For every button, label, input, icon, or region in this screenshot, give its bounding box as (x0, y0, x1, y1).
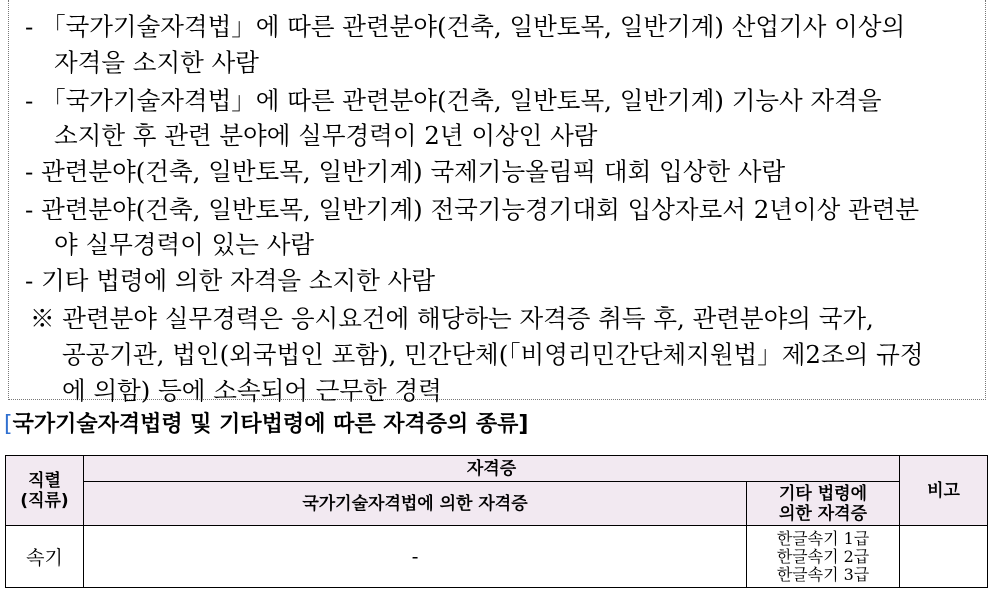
requirement-text: 야 실무경력이 있는 사람 (54, 230, 315, 259)
row-other-item: 한글속기 2급 (776, 546, 870, 566)
requirement-line-7 (54, 230, 314, 260)
certificate-table (5, 455, 988, 588)
note-text: 에 의함) 등에 소속되어 근무한 경력 (62, 376, 442, 405)
note-text: ※ 관련분야 실무경력은 응시요건에 해당하는 자격증 취득 후, 관련분야의 국가, (30, 304, 874, 333)
row-national: - (84, 526, 747, 588)
row-other-item: 한글속기 3급 (776, 564, 870, 584)
requirement-note-line-3 (62, 376, 442, 406)
section-title (4, 407, 529, 438)
header-national: 국가기술자격법에 의한 자격증 (84, 482, 747, 526)
requirement-line-1 (25, 12, 975, 42)
header-cert: 자격증 (84, 456, 900, 482)
requirement-text: - 「국가기술자격법」에 따른 관련분야(건축, 일반토목, 일반기계) 산업기사 이상의 (25, 12, 906, 41)
requirement-text: 소지한 후 관련 분야에 실무경력이 2년 이상인 사람 (54, 121, 598, 150)
requirement-line-8 (25, 266, 435, 296)
requirement-note-line-1 (30, 304, 874, 334)
section-title-text: 국가기술자격법령 및 기타법령에 따른 자격증의 종류] (12, 412, 529, 437)
header-job (6, 456, 84, 526)
requirement-text: - 관련분야(건축, 일반토목, 일반기계) 전국기능경기대회 입상자로서 2년이상 관련분 (25, 195, 920, 224)
header-job-text: 직렬 (직류) (20, 470, 69, 511)
requirement-line-3 (25, 86, 975, 116)
row-job: 속기 (6, 526, 84, 588)
requirement-line-2 (54, 48, 259, 78)
requirement-text: - 기타 법령에 의한 자격을 소지한 사람 (25, 266, 436, 295)
requirement-line-5 (25, 157, 785, 187)
row-note (900, 526, 988, 588)
requirement-text: - 「국가기술자격법」에 따른 관련분야(건축, 일반토목, 일반기계) 기능사 자격을 (25, 86, 882, 115)
table-row (6, 526, 988, 588)
requirement-text: 자격을 소지한 사람 (54, 48, 259, 77)
requirement-line-4 (54, 121, 597, 151)
section-title-bracket: [ (4, 412, 13, 437)
header-note: 비고 (900, 456, 988, 526)
row-other-item: 한글속기 1급 (776, 528, 870, 548)
header-other (747, 482, 900, 526)
header-other-text: 기타 법령에 의한 자격증 (778, 483, 868, 524)
requirement-note-line-2 (62, 340, 923, 370)
row-other (747, 526, 900, 588)
requirement-line-6 (25, 195, 975, 225)
note-text: 공공기관, 법인(외국법인 포함), 민간단체(「비영리민간단체지원법」제2조의 규정 (62, 340, 924, 369)
requirement-text: - 관련분야(건축, 일반토목, 일반기계) 국제기능올림픽 대회 입상한 사람 (25, 157, 786, 186)
